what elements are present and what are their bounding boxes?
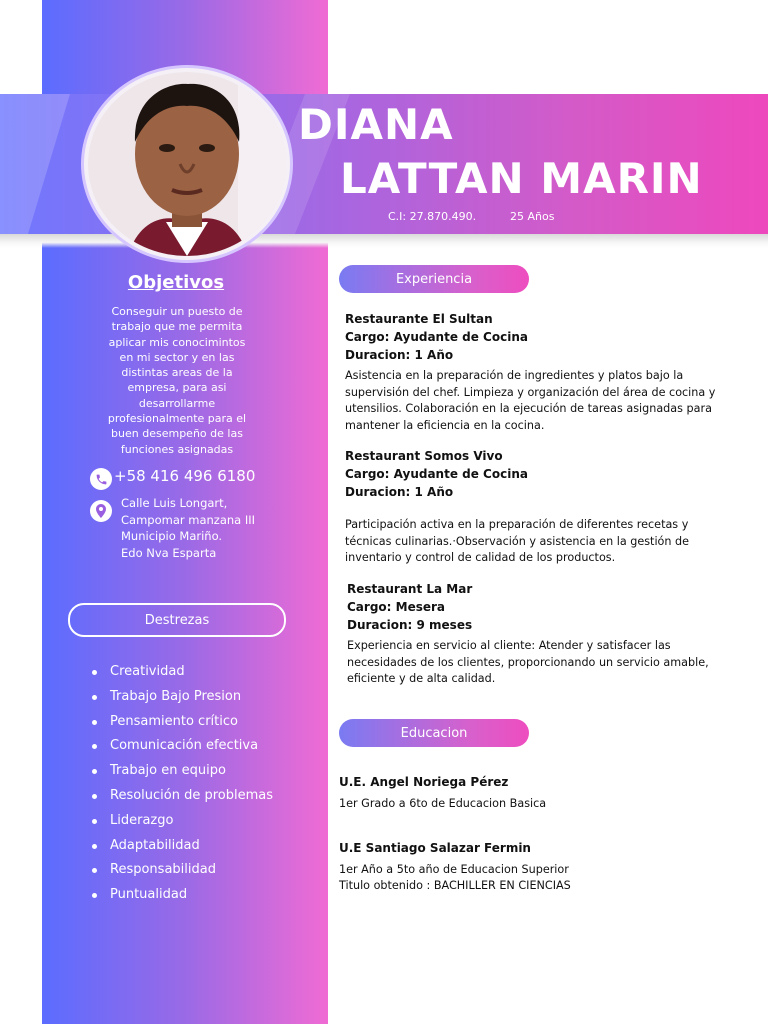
- address-line: Municipio Mariño.: [121, 529, 223, 543]
- portrait-image: [88, 72, 286, 256]
- education-detail: 1er Año a 5to año de Educacion Superior: [339, 863, 569, 876]
- first-name: DIANA: [298, 100, 454, 149]
- banner-shadow: [0, 234, 768, 248]
- job-entry: [347, 580, 719, 688]
- skill-item: Trabajo Bajo Presion: [92, 685, 273, 710]
- job-role: Cargo: Ayudante de Cocina: [345, 467, 528, 481]
- phone-number: +58 416 496 6180: [114, 467, 256, 485]
- skill-item: Comunicación efectiva: [92, 734, 273, 759]
- school-name: U.E Santiago Salazar Fermin: [339, 841, 531, 855]
- job-duration: Duracion: 1 Año: [345, 348, 454, 362]
- skills-heading: Destrezas: [68, 603, 286, 637]
- phone-icon: [90, 468, 112, 490]
- education-heading: Educacion: [339, 719, 529, 747]
- skills-list: [92, 660, 273, 908]
- job-description: Participación activa en la preparación de diferentes recetas y técnicas culinarias.·Observación y asistencia en la gestión de inventario y control de calidad de los productos.: [345, 518, 690, 565]
- address-line: Calle Luis Longart,: [121, 496, 228, 510]
- skill-item: Creatividad: [92, 660, 273, 685]
- skill-item: Resolución de problemas: [92, 784, 273, 809]
- objective-line: funciones asignadas: [120, 442, 234, 456]
- id-number: C.I: 27.870.490.: [388, 210, 477, 223]
- objective-line: trabajo que me permita: [111, 320, 243, 334]
- job-entry: [345, 447, 725, 567]
- skill-item: Pensamiento crítico: [92, 710, 273, 735]
- address-line: Campomar manzana III: [121, 512, 256, 527]
- objective-line: Conseguir un puesto de: [111, 305, 243, 318]
- education-entry: [339, 841, 571, 893]
- profile-photo: [88, 72, 286, 256]
- address-line: Edo Nva Esparta: [121, 545, 217, 560]
- skill-item: Trabajo en equipo: [92, 759, 273, 784]
- school-name: U.E. Angel Noriega Pérez: [339, 775, 509, 789]
- job-duration: Duracion: 1 Año: [345, 485, 454, 499]
- last-name: LATTAN MARIN: [340, 154, 703, 203]
- job-role: Cargo: Mesera: [347, 600, 446, 614]
- objective-line: empresa, para asi: [127, 381, 227, 395]
- education-detail: Titulo obtenido : BACHILLER EN CIENCIAS: [339, 878, 571, 892]
- age: 25 Años: [510, 210, 555, 223]
- skill-item: Adaptabilidad: [92, 834, 273, 859]
- job-company: Restaurant La Mar: [347, 582, 473, 596]
- skill-item: Liderazgo: [92, 809, 273, 834]
- skill-item: Responsabilidad: [92, 858, 273, 883]
- job-company: Restaurante El Sultan: [345, 312, 493, 326]
- experience-heading: Experiencia: [339, 265, 529, 293]
- objective-heading: Objetivos: [127, 272, 225, 293]
- job-role: Cargo: Ayudante de Cocina: [345, 330, 528, 344]
- job-description: Asistencia en la preparación de ingredientes y platos bajo la supervisión del chef. Limpieza y organización del área de cocina y utensilios. Colaboración en la ejecución de tareas asignadas para mantener la eficiencia en la cocina.: [345, 369, 716, 432]
- job-company: Restaurant Somos Vivo: [345, 449, 503, 463]
- skill-item: Puntualidad: [92, 883, 273, 908]
- objective-text: [96, 304, 258, 457]
- education-entry: [339, 775, 546, 812]
- address: [121, 495, 255, 561]
- objective-line: desarrollarme: [138, 396, 216, 410]
- job-description: Experiencia en servicio al cliente: Atender y satisfacer las necesidades de los clientes, proporcionando un servicio amable, eficiente y de alta calidad.: [347, 639, 709, 686]
- education-detail: 1er Grado a 6to de Educacion Basica: [339, 797, 547, 810]
- map-pin-icon: [90, 500, 112, 522]
- objective-line: en mi sector y en las: [119, 350, 235, 364]
- objective-line: aplicar mis conocimintos: [108, 335, 246, 349]
- objective-line: distintas areas de la: [121, 366, 233, 380]
- objective-line: buen desempeño de las: [111, 427, 243, 441]
- job-duration: Duracion: 9 meses: [347, 618, 473, 632]
- job-entry: [345, 310, 725, 434]
- objective-line: profesionalmente para el: [107, 412, 247, 426]
